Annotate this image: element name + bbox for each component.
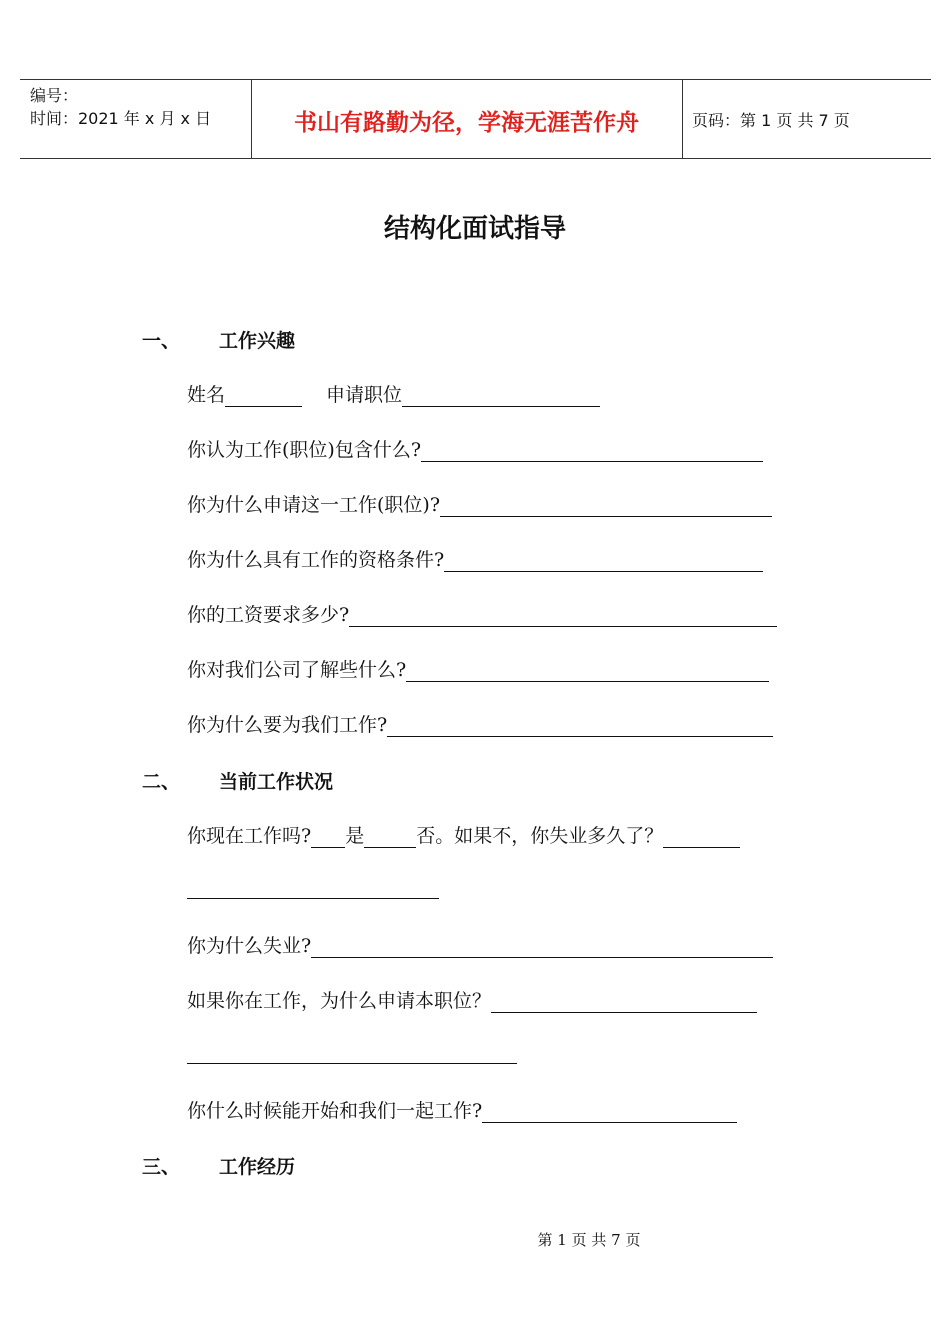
section-title: 当前工作状况 — [219, 771, 334, 793]
question-text: 你为什么申请这一工作(职位)? — [187, 494, 441, 516]
answer-blank[interactable] — [440, 494, 772, 517]
position-blank[interactable] — [402, 384, 600, 407]
section-number: 一、 — [142, 330, 181, 352]
header-mid-cell — [251, 80, 683, 158]
question-row — [187, 654, 769, 682]
page-footer: 第 1 页 共 7 页 — [537, 1231, 641, 1249]
name-position-row — [187, 379, 600, 407]
question-text: 你认为工作(职位)包含什么? — [187, 439, 422, 461]
answer-line[interactable] — [187, 897, 439, 899]
time-label: 时间：2021 年 x 月 x 日 — [30, 109, 212, 128]
answer-blank[interactable] — [421, 439, 763, 462]
question-text: 你的工资要求多少? — [187, 604, 350, 626]
no-blank[interactable] — [364, 825, 416, 848]
header-left-cell — [20, 80, 252, 158]
question-text: 如果你在工作，为什么申请本职位？ — [187, 990, 492, 1012]
question-text: 否。如果不，你失业多久了？ — [416, 825, 664, 847]
question-text: 你为什么要为我们工作? — [187, 714, 388, 736]
section-number: 三、 — [142, 1156, 181, 1178]
question-row — [187, 985, 757, 1013]
motto: 书山有路勤为径，学海无涯苦作舟 — [294, 110, 639, 136]
yes-blank[interactable] — [311, 825, 345, 848]
section-title: 工作经历 — [219, 1156, 296, 1178]
question-row — [187, 544, 763, 572]
document-title: 结构化面试指导 — [383, 214, 566, 244]
question-row — [187, 434, 763, 462]
answer-blank[interactable] — [491, 990, 757, 1013]
answer-blank[interactable] — [311, 935, 773, 958]
question-row — [187, 1095, 737, 1123]
answer-blank[interactable] — [444, 549, 763, 572]
question-row — [187, 599, 777, 627]
answer-blank[interactable] — [406, 659, 769, 682]
question-text: 你现在工作吗? — [187, 825, 312, 847]
question-text: 你对我们公司了解些什么? — [187, 659, 407, 681]
position-label: 申请职位 — [326, 384, 403, 406]
page-header — [20, 79, 931, 159]
section-title: 工作兴趣 — [219, 330, 296, 352]
header-right-cell — [682, 80, 931, 158]
question-row — [187, 820, 740, 848]
name-label: 姓名 — [187, 384, 226, 406]
name-blank[interactable] — [225, 384, 302, 407]
answer-blank[interactable] — [349, 604, 777, 627]
question-text: 你为什么失业? — [187, 935, 312, 957]
question-row — [187, 489, 772, 517]
question-text: 你为什么具有工作的资格条件? — [187, 549, 445, 571]
page-info: 页码：第 1 页 共 7 页 — [692, 111, 850, 130]
question-text: 你什么时候能开始和我们一起工作? — [187, 1100, 483, 1122]
question-row — [187, 709, 773, 737]
section-number: 二、 — [142, 771, 181, 793]
question-row — [187, 930, 773, 958]
answer-blank[interactable] — [387, 714, 773, 737]
answer-blank[interactable] — [482, 1100, 737, 1123]
yes-label: 是 — [345, 825, 365, 847]
answer-line[interactable] — [187, 1062, 517, 1064]
number-label: 编号： — [30, 86, 79, 105]
answer-blank[interactable] — [663, 825, 740, 848]
